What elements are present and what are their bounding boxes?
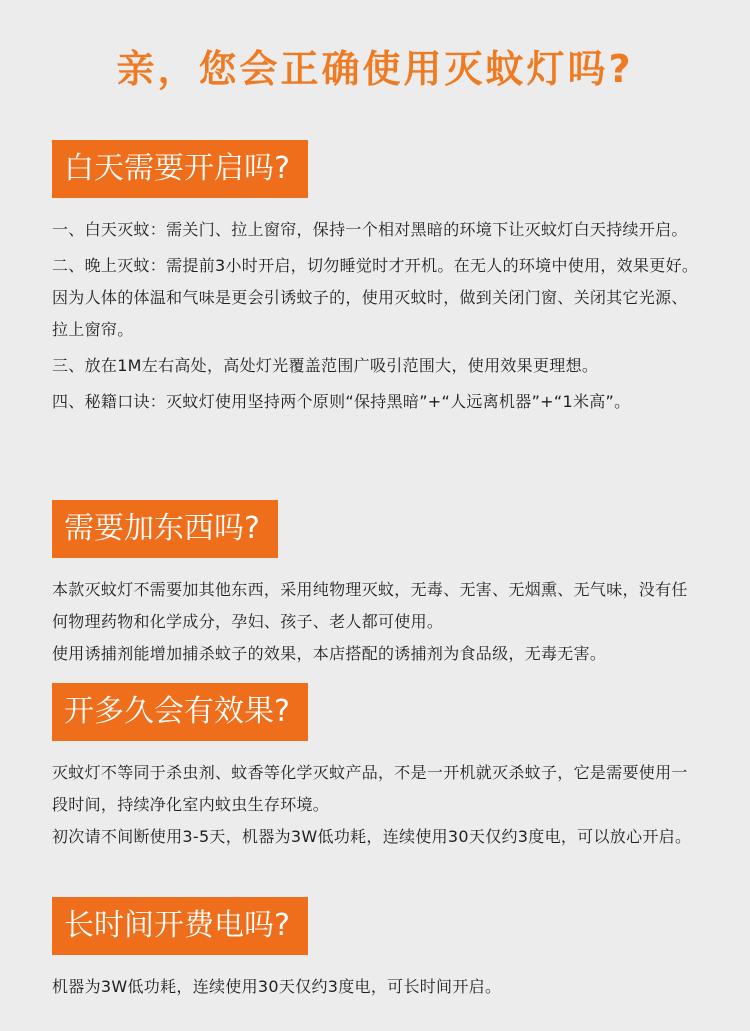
section-heading: 开多久会有效果? (52, 683, 308, 741)
paragraph: 使用诱捕剂能增加捕杀蚊子的效果，本店搭配的诱捕剂为食品级，无毒无害。 (52, 644, 607, 663)
paragraph: 初次请不间断使用3-5天，机器为3W低功耗，连续使用30天仅约3度电，可以放心开启。 (52, 827, 692, 846)
paragraph: 四、秘籍口诀：灭蚊灯使用坚持两个原则“保持黑暗”+“人远离机器”+“1米高”。 (52, 392, 631, 411)
paragraph: 机器为3W低功耗，连续使用30天仅约3度电，可长时间开启。 (52, 977, 502, 996)
section-heading: 长时间开费电吗? (52, 897, 308, 955)
section-additives (52, 500, 702, 674)
paragraph: 本款灭蚊灯不需要加其他东西，采用纯物理灭蚊，无毒、无害、无烟熏、无气味，没有任何物理药物和化学成分，孕妇、孩子、老人都可使用。 (52, 580, 688, 631)
paragraph: 三、放在1M左右高处，高处灯光覆盖范围广吸引范围大，使用效果更理想。 (52, 356, 599, 375)
paragraph: 灭蚊灯不等同于杀虫剂、蚊香等化学灭蚊产品，不是一开机就灭杀蚊子，它是需要使用一段时间，持续净化室内蚊虫生存环境。 (52, 763, 688, 814)
section-power (52, 897, 702, 1007)
section-effect-time (52, 683, 702, 857)
paragraph: 一、白天灭蚊：需关门、拉上窗帘，保持一个相对黑暗的环境下让灭蚊灯白天持续开启。 (52, 220, 688, 239)
paragraph: 二、晚上灭蚊：需提前3小时开启，切勿睡觉时才开机。在无人的环境中使用，效果更好。因为人体的体温和气味是更会引诱蚊子的，使用灭蚊时，做到关闭门窗、关闭其它光源、拉上窗帘。 (52, 256, 699, 339)
section-heading: 白天需要开启吗? (52, 140, 308, 198)
section-heading: 需要加东西吗? (52, 500, 278, 558)
page-title: 亲，您会正确使用灭蚊灯吗? (116, 47, 634, 91)
section-daytime (52, 140, 702, 422)
